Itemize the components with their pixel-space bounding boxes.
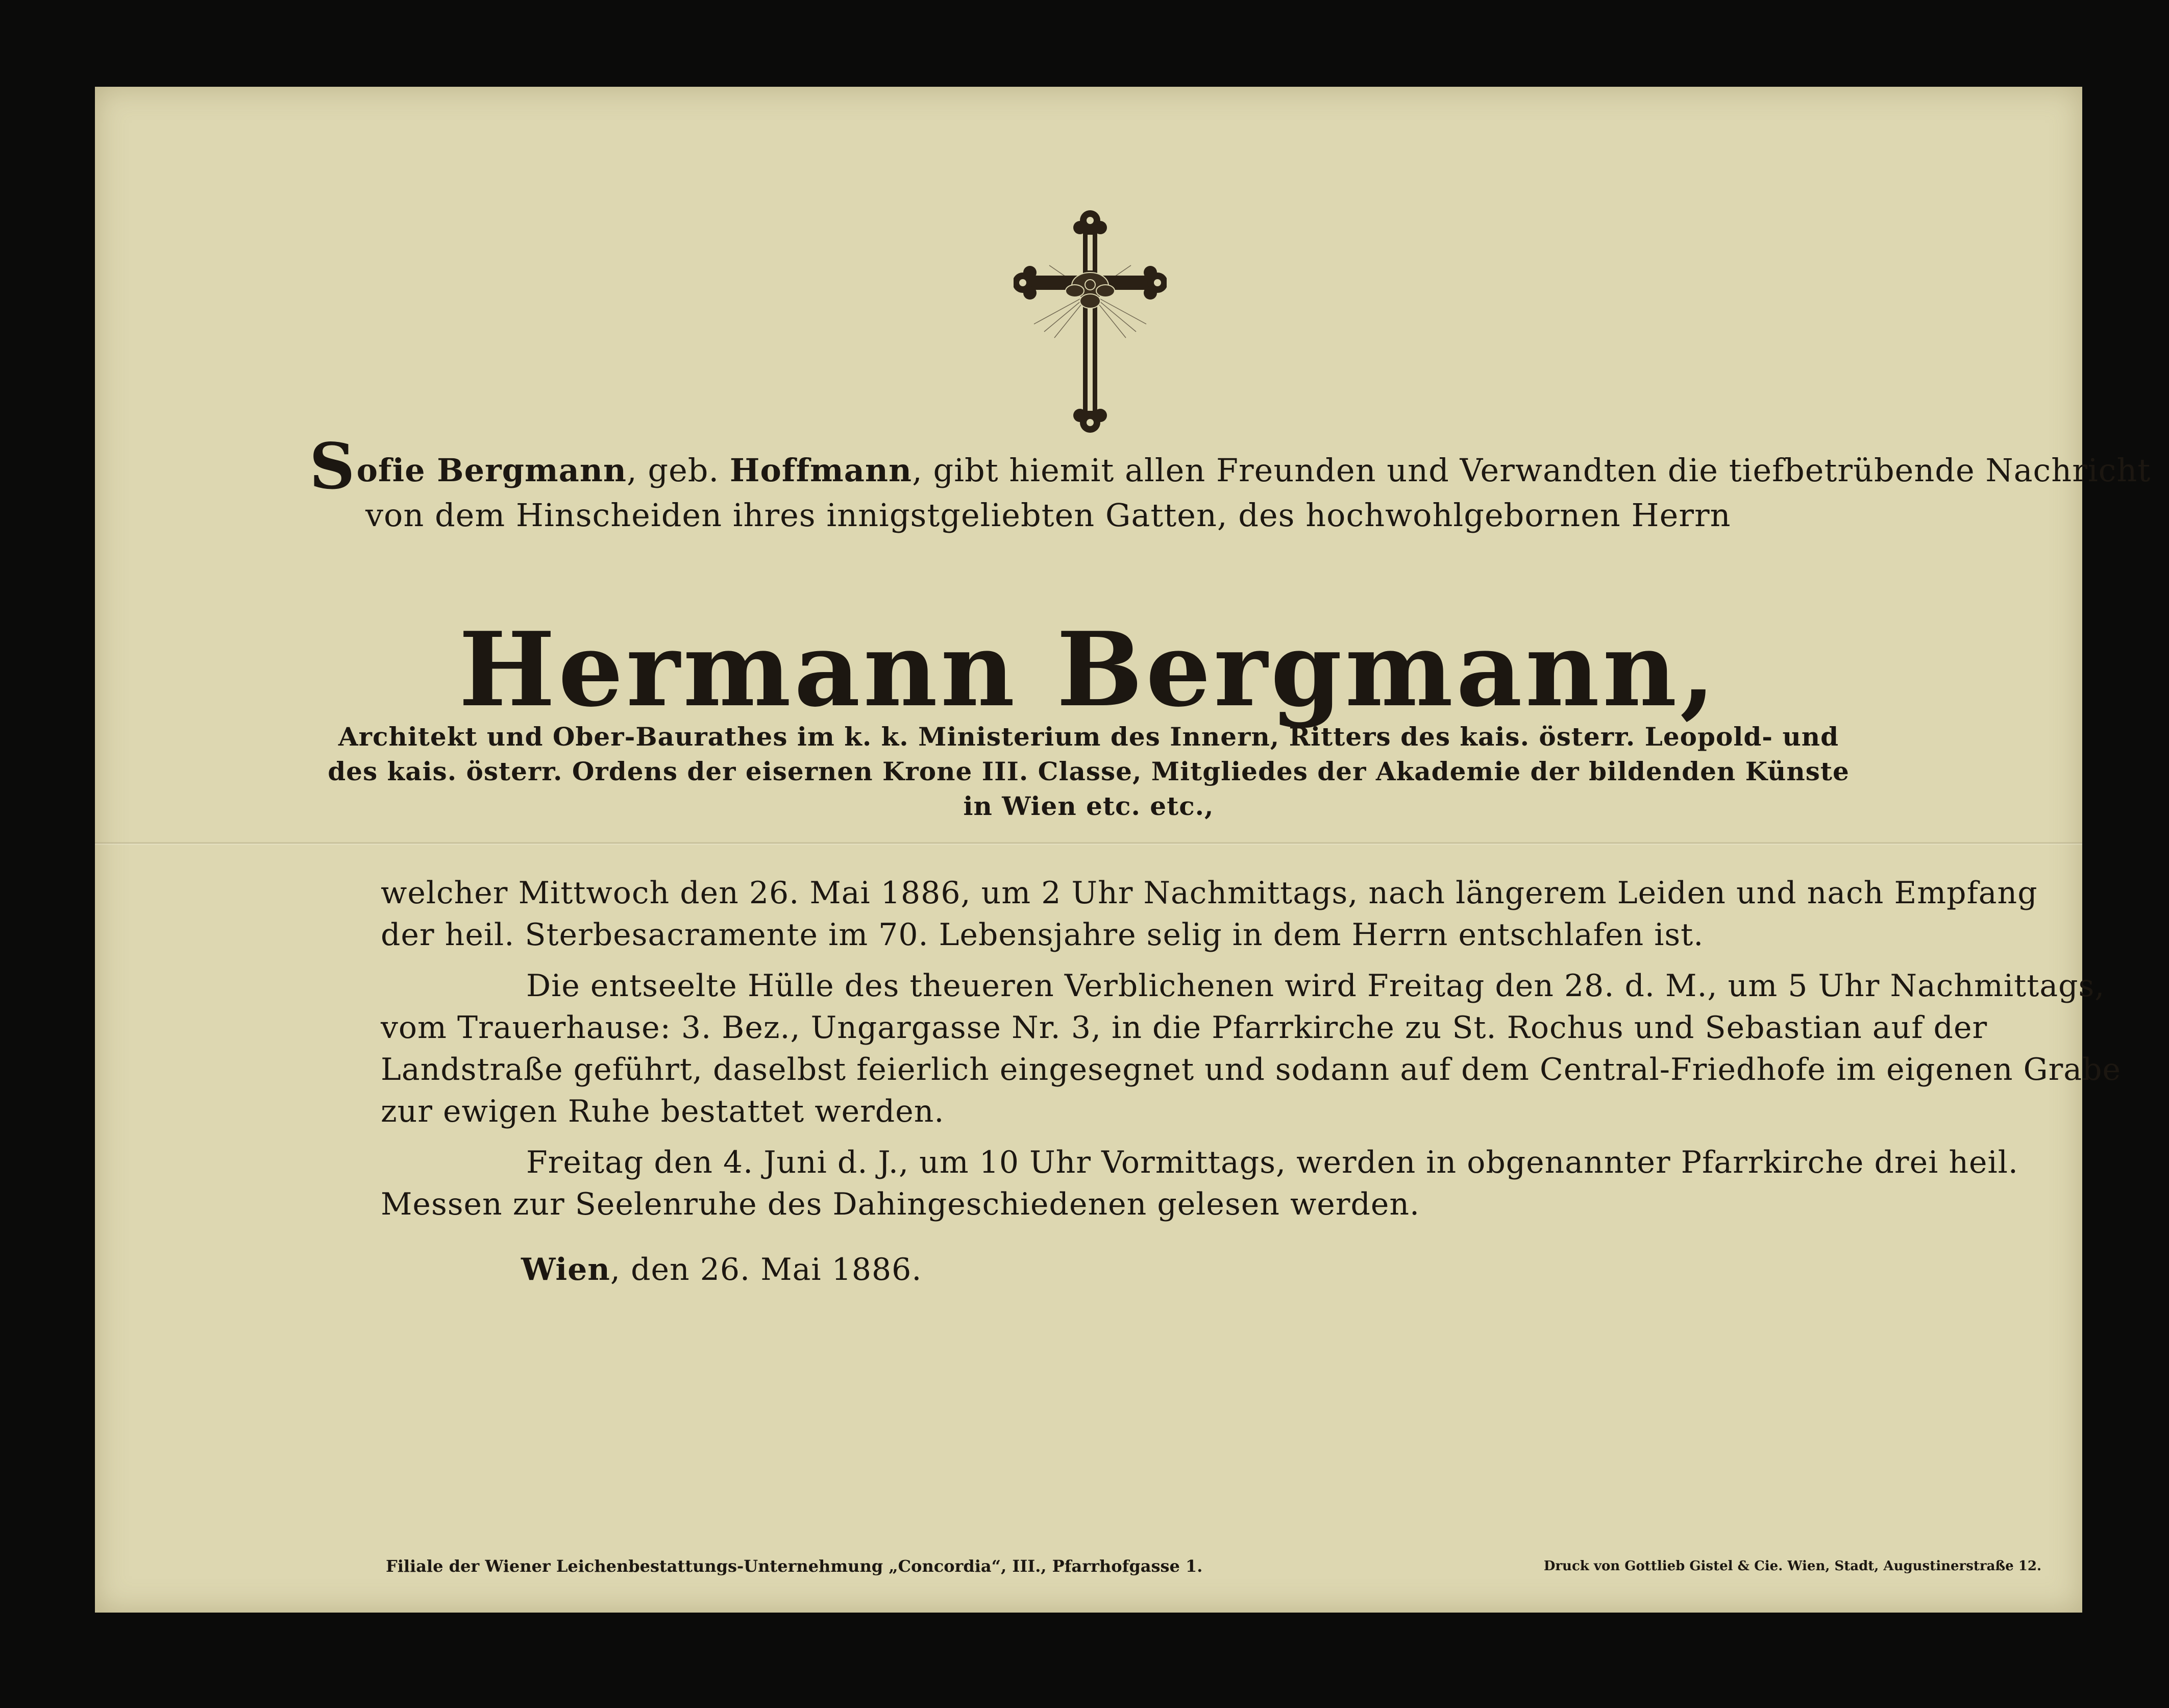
funeral-paragraph-line-1: Die entseelte Hülle des theueren Verblichenen wird Freitag den 28. d. M., um 5 Uhr Nachmittags, <box>526 968 2105 1004</box>
mourning-notice-sheet <box>95 87 2151 1613</box>
footer-undertaker: Filiale der Wiener Leichenbestattungs-Unternehmung „Concordia“, III., Pfarrhofgasse 1. <box>386 1556 1203 1576</box>
maiden-name: Hoffmann <box>729 452 913 489</box>
death-paragraph-line-1: welcher Mittwoch den 26. Mai 1886, um 2 Uhr Nachmittags, nach längerem Leiden und nach Empfang <box>381 875 2038 911</box>
mass-paragraph-line-1: Freitag den 4. Juni d. J., um 10 Uhr Vormittags, werden in obgenannter Pfarrkirche drei heil. <box>526 1145 2018 1180</box>
funeral-paragraph-line-4: zur ewigen Ruhe bestattet werden. <box>381 1094 945 1129</box>
intro-line-1: Sofie Bergmann, geb. Hoffmann, gibt hiemit allen Freunden und Verwandten die tiefbetrübende Nachricht <box>309 430 2151 504</box>
titles-line-2: des kais. österr. Ordens der eisernen Krone III. Classe, Mitgliedes der Akademie der bildenden Künste <box>328 756 1850 786</box>
funeral-paragraph-line-2: vom Trauerhause: 3. Bez., Ungargasse Nr. 3, in die Pfarrkirche zu St. Rochus und Sebastian auf der <box>381 1010 1988 1046</box>
titles-line-1: Architekt und Ober-Baurathes im k. k. Ministerium des Innern, Ritters des kais. österr. Leopold- und <box>338 722 1839 752</box>
place: Wien <box>521 1252 610 1288</box>
titles-line-3: in Wien etc. etc., <box>963 791 1214 821</box>
widow-name: ofie Bergmann <box>356 452 627 489</box>
mass-paragraph-line-2: Messen zur Seelenruhe des Dahingeschiedenen gelesen werden. <box>381 1186 1420 1222</box>
death-paragraph-line-2: der heil. Sterbesacramente im 70. Lebensjahre selig in dem Herrn entschlafen ist. <box>381 917 1704 953</box>
drop-initial: S <box>309 430 356 504</box>
paper-fold <box>95 842 2082 845</box>
intro-line-2: von dem Hinscheiden ihres innigstgeliebten Gatten, des hochwohlgebornen Herrn <box>365 497 1731 534</box>
deceased-name: Hermann Bergmann, <box>458 610 1719 730</box>
place-date <box>521 1249 922 1290</box>
funeral-paragraph-line-3: Landstraße geführt, daselbst feierlich eingesegnet und sodann auf dem Central-Friedhofe im eigenen Grabe <box>381 1052 2121 1087</box>
cross-icon <box>1014 204 1167 439</box>
footer-printer: Druck von Gottlieb Gistel & Cie. Wien, Stadt, Augustinerstraße 12. <box>1543 1558 2041 1574</box>
date: , den 26. Mai 1886. <box>610 1252 922 1288</box>
